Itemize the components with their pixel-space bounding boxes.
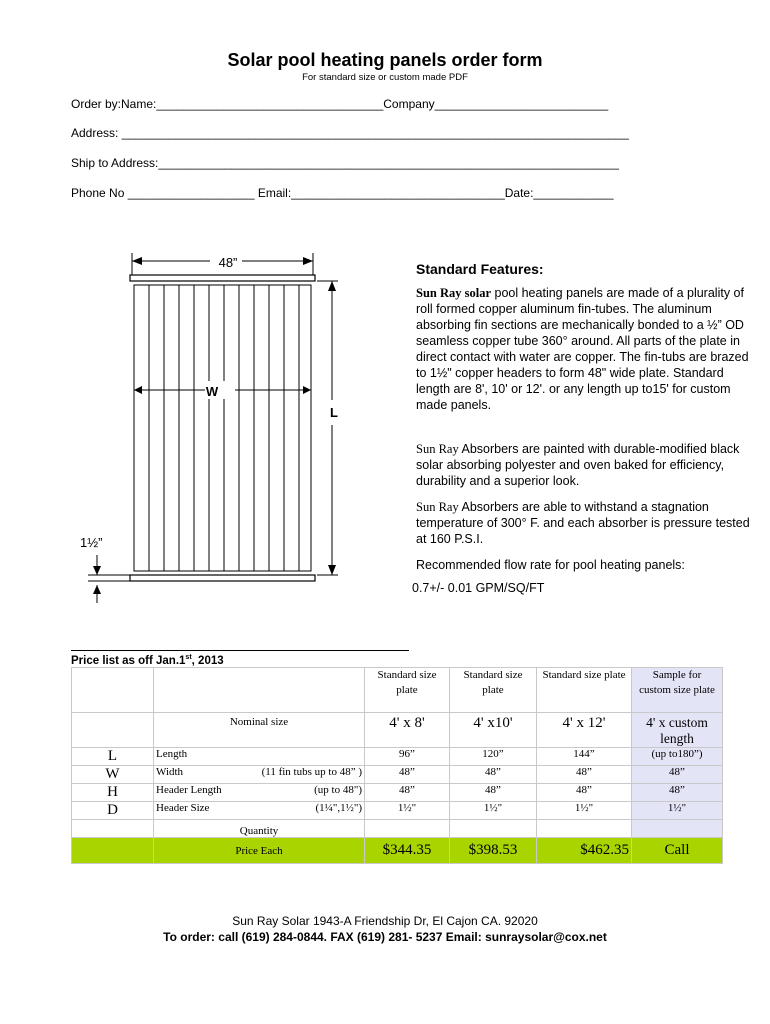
- table-cell: 48”: [537, 784, 632, 802]
- dimension-letter: L: [72, 748, 154, 766]
- l-dimension-arrow: [317, 281, 338, 575]
- footer-address: Sun Ray Solar 1943-A Friendship Dr, El Cajon CA. 92020: [232, 914, 538, 928]
- row-note: (11 fin tubs up to 48” ): [261, 766, 362, 778]
- column-header: Standard size plate: [365, 668, 450, 713]
- column-header: Standard size plate: [450, 668, 537, 713]
- row-note: (up to 48"): [314, 784, 362, 796]
- table-cell: 96”: [365, 748, 450, 766]
- features-paragraph-1: [416, 285, 751, 413]
- width-label: 48”: [218, 255, 238, 270]
- price-value: Call: [632, 838, 723, 864]
- table-row: [72, 802, 723, 820]
- page-title: Solar pool heating panels order form: [227, 50, 543, 70]
- l-label: L: [330, 405, 338, 420]
- column-header: Standard size plate: [537, 668, 632, 713]
- price-value: $344.35: [365, 838, 450, 864]
- quantity-input[interactable]: [537, 820, 632, 838]
- brand-name: Sun Ray solar: [416, 286, 492, 300]
- table-cell: (up to180”): [632, 748, 723, 766]
- nominal-size-value: 4' x custom length: [632, 713, 723, 748]
- table-row: [72, 838, 723, 864]
- row-label: Header Length: [156, 784, 222, 796]
- ship-to-field[interactable]: Ship to Address:_____________________________________________________________________: [71, 156, 619, 170]
- bottom-header-bar: [130, 575, 315, 581]
- flow-rate-value: 0.7+/- 0.01 GPM/SQ/FT: [412, 581, 545, 595]
- table-row: [72, 820, 723, 838]
- dimension-letter: W: [72, 766, 154, 784]
- header-size-label: 1½”: [80, 535, 103, 550]
- panel-diagram: [60, 245, 360, 610]
- table-cell: 1½": [365, 802, 450, 820]
- brand-name: Sun Ray: [416, 442, 459, 456]
- features-paragraph-2: [416, 441, 751, 489]
- nominal-size-value: 4' x 8': [365, 713, 450, 748]
- table-row: [72, 748, 723, 766]
- address-field[interactable]: Address: ____________________________________________________________________________: [71, 126, 629, 140]
- table-cell: 48”: [365, 766, 450, 784]
- table-cell: 48”: [632, 766, 723, 784]
- table-row: [72, 668, 723, 713]
- table-cell: 1½": [632, 802, 723, 820]
- top-header-bar: [130, 275, 315, 281]
- dimension-letter: D: [72, 802, 154, 820]
- nominal-size-value: 4' x10': [450, 713, 537, 748]
- footer-order-line: To order: call (619) 284-0844. FAX (619) 281- 5237 Email: sunraysolar@cox.net: [163, 930, 607, 944]
- table-cell: 48”: [450, 766, 537, 784]
- fin-tubes: [134, 285, 311, 571]
- phone-email-date-field[interactable]: Phone No ___________________ Email:________________________________Date:____________: [71, 186, 614, 200]
- features-text-2: Absorbers are painted with durable-modified black solar absorbing polyester and oven baked for efficiency, durability and a superior look.: [416, 442, 740, 488]
- price-list-heading-text: Price list as off Jan.1: [71, 654, 186, 667]
- table-cell: 48”: [365, 784, 450, 802]
- table-row: [72, 784, 723, 802]
- table-row: [72, 766, 723, 784]
- row-label: Width: [156, 766, 184, 778]
- table-row: [72, 713, 723, 748]
- price-list-heading: [71, 654, 224, 667]
- nominal-size-value: 4' x 12': [537, 713, 632, 748]
- features-text-1: pool heating panels are made of a plurality of roll formed copper aluminum fin-tubes. The aluminum absorbing fin sections are mechanically bonded to a ½” OD seamless copper tube 360° around. All parts of the plate in direct contact with water are copper. The fin-tubs are brazed to 1½" copper headers to form 48" wide plate. Standard length are 8', 10' or 12'. or any length up to15' for custom made panels.: [416, 286, 749, 412]
- row-label: Length: [156, 748, 188, 760]
- header-size-arrow: [88, 555, 130, 603]
- features-text-3: Absorbers are able to withstand a stagnation temperature of 300° F. and each absorber is pressure tested at 160 P.S.I.: [416, 500, 750, 546]
- dimension-letter: H: [72, 784, 154, 802]
- features-title: Standard Features:: [416, 261, 544, 277]
- features-paragraph-3: [416, 499, 751, 547]
- price-list-heading-year: , 2013: [191, 654, 224, 667]
- column-header: Sample for custom size plate: [632, 668, 723, 713]
- table-cell: 1½": [537, 802, 632, 820]
- flow-rate-label: Recommended flow rate for pool heating panels:: [416, 558, 685, 572]
- w-label: W: [205, 384, 219, 399]
- nominal-size-label: Nominal size: [154, 713, 365, 748]
- table-cell: 144”: [537, 748, 632, 766]
- order-by-field[interactable]: Order by:Name:__________________________________Company__________________________: [71, 97, 609, 111]
- table-cell: 48”: [450, 784, 537, 802]
- row-note: (1¼",1½"): [315, 802, 362, 814]
- quantity-label: Quantity: [154, 820, 365, 838]
- price-value: $398.53: [450, 838, 537, 864]
- price-list-heading-sup: st: [185, 654, 192, 661]
- price-each-label: Price Each: [154, 838, 365, 864]
- quantity-input[interactable]: [632, 820, 723, 838]
- table-cell: 48”: [537, 766, 632, 784]
- price-table: [71, 667, 723, 864]
- price-list-rule: [71, 650, 409, 651]
- quantity-input[interactable]: [365, 820, 450, 838]
- brand-name: Sun Ray: [416, 500, 459, 514]
- table-cell: 120”: [450, 748, 537, 766]
- row-label: Header Size: [156, 802, 210, 814]
- quantity-input[interactable]: [450, 820, 537, 838]
- table-cell: 1½": [450, 802, 537, 820]
- price-value: $462.35: [537, 838, 632, 864]
- table-cell: 48”: [632, 784, 723, 802]
- page-subtitle: For standard size or custom made PDF: [302, 72, 468, 83]
